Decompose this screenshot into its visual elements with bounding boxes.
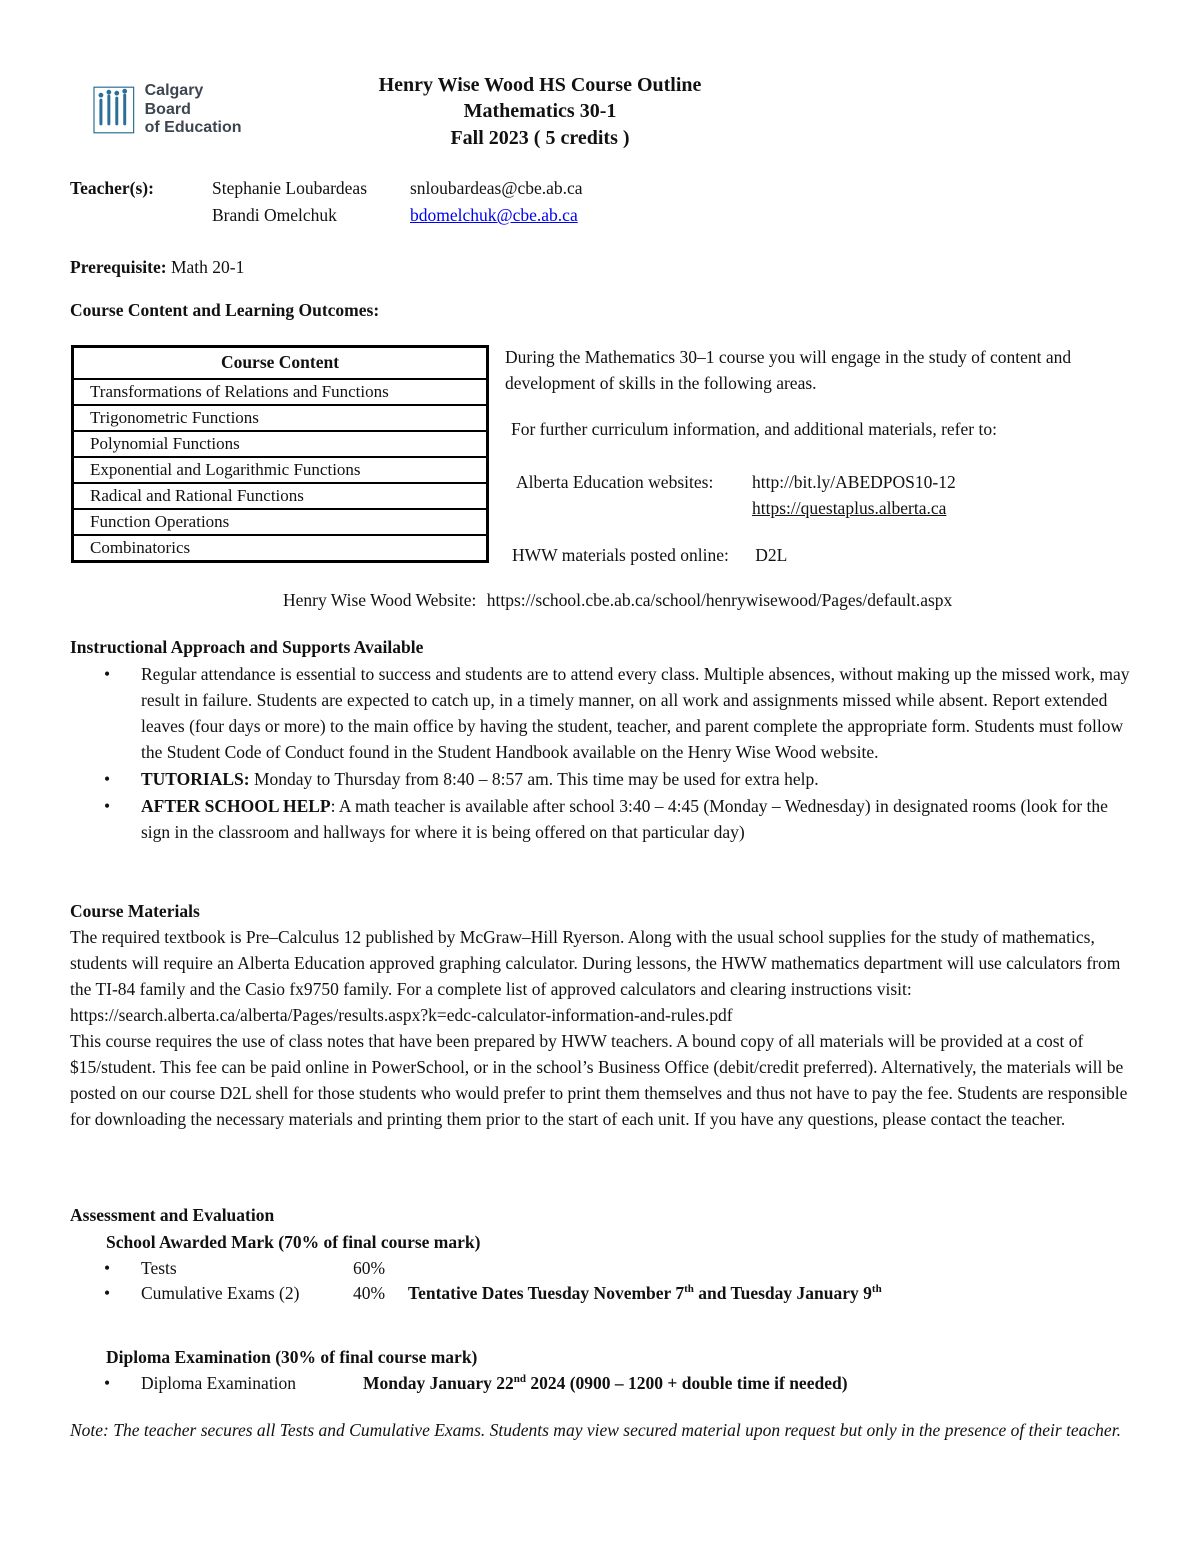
table-row: Polynomial Functions [73,431,488,457]
hww-materials-online: HWW materials posted online: D2L [512,545,788,565]
title-line-2: Mathematics 30-1 [463,100,617,123]
bullet-icon: • [104,1372,111,1393]
table-header: Course Content [73,347,488,380]
materials-section [70,898,1130,1132]
teacher-row [70,175,770,202]
cbe-logo-text: Calgary Board of Education [144,82,242,137]
cbe-logo-icon [93,86,135,134]
teacher-row [70,202,770,229]
list-item: • TUTORIALS: Monday to Thursday from 8:40 – 8:57 am. This time may be used for extra help. [70,766,1130,792]
table-row: Radical and Rational Functions [73,483,488,509]
table-row: Exponential and Logarithmic Functions [73,457,488,483]
cbe-logo [93,84,253,136]
teachers-block [70,175,770,229]
assessment-section [70,1203,1130,1396]
intro-paragraph: During the Mathematics 30–1 course you will engage in the study of content and development of skills in the following areas. [505,347,1072,393]
teacher-name: Stephanie Loubardeas [212,178,368,198]
alberta-url-2[interactable]: https://questaplus.alberta.ca [752,498,947,518]
assessment-item: • Tests 60% [70,1256,1130,1281]
alberta-url-1[interactable]: http://bit.ly/ABEDPOS10-12 [752,472,956,492]
bullet-icon: • [104,768,111,789]
materials-paragraph: This course requires the use of class notes that have been prepared by HWW teachers. A bound copy of all materials will be provided at a cost of $15/student. This fee can be paid online in PowerSchool, or in the school’s Business Office (debit/credit preferred). Alternatively, the materials will be posted on our course D2L shell for those students who would prefer to print them themselves and thus not have to pay the fee. Students are responsible for downloading the necessary materials and printing them prior to the start of each unit. If you have any questions, please contact the teacher. [70,1031,1128,1129]
alberta-label: Alberta Education websites: [516,472,714,492]
intro-text [505,345,1125,443]
teacher-email: snloubardeas@cbe.ab.ca [410,178,583,198]
list-item: • Regular attendance is essential to success and students are to attend every class. Multiple absences, without making up the missed work, may result in failure. Students are expected to catch up, in a timely manner, on all work and assignments missed while absent. Report extended leaves (four days or more) to the main office by having the student, teacher, and parent complete the appropriate form. Students must follow the Student Code of Conduct found in the Student Handbook available on the Henry Wise Wood website. [70,661,1130,765]
note-text: Note: The teacher secures all Tests and Cumulative Exams. Students may view secured material upon request but only in the presence of their teacher. [70,1420,1121,1440]
bullet-icon: • [104,663,111,684]
table-row: Trigonometric Functions [73,405,488,431]
instructional-list [70,661,1130,845]
bullet-icon: • [104,1282,111,1303]
materials-heading: Course Materials [70,901,200,921]
school-mark-heading: School Awarded Mark (70% of final course mark) [106,1231,481,1252]
alberta-education-links [516,469,1116,521]
title-line-1: Henry Wise Wood HS Course Outline [378,74,702,96]
assessment-item: • Diploma Examination Monday January 22nd 2024 (0900 – 1200 + double time if needed) [70,1371,1130,1396]
prerequisite-label: Prerequisite: [70,257,167,277]
title-line-3: Fall 2023 ( 5 credits ) [450,126,630,149]
instructional-section [70,635,1130,845]
materials-paragraph: The required textbook is Pre–Calculus 12 published by McGraw–Hill Ryerson. Along with the usual school supplies for the study of mathematics, students will require an Alberta Education approved graphing calculator. During lessons, the HWW mathematics department will use calculators from the TI-84 family and the Casio fx9750 family. For a complete list of approved calculators and clearing instructions visit: https://search.alberta.ca/alberta/Pages/results.aspx?k=edc-calculator-information-and-rules.pdf [70,927,1121,1025]
instructional-heading: Instructional Approach and Supports Available [70,637,424,657]
content-heading: Course Content and Learning Outcomes: [70,300,380,320]
bullet-icon: • [104,1257,111,1278]
diploma-heading: Diploma Examination (30% of final course mark) [106,1346,478,1367]
assessment-item: • Cumulative Exams (2) 40% Tentative Dates Tuesday November 7th and Tuesday January 9th [70,1281,1130,1306]
prerequisite [70,255,244,281]
teacher-email-link[interactable]: bdomelchuk@cbe.ab.ca [410,205,578,225]
prerequisite-value: Math 20-1 [170,257,245,277]
exam-dates: Tentative Dates Tuesday November 7th and Tuesday January 9th [408,1282,882,1303]
bullet-icon: • [104,795,111,816]
table-row: Transformations of Relations and Functions [73,379,488,405]
diploma-date: Monday January 22nd 2024 (0900 – 1200 + double time if needed) [363,1372,848,1393]
hww-website [283,588,952,614]
teacher-name: Brandi Omelchuk [212,205,337,225]
course-content-table [71,345,489,563]
teachers-label: Teacher(s): [70,178,154,198]
table-row: Function Operations [73,509,488,535]
assessment-heading: Assessment and Evaluation [70,1205,275,1225]
website-label: Henry Wise Wood Website: [283,590,477,610]
intro-refer: For further curriculum information, and additional materials, refer to: [511,418,997,439]
website-url[interactable]: https://school.cbe.ab.ca/school/henrywisewood/Pages/default.aspx [486,590,953,610]
list-item: • AFTER SCHOOL HELP: A math teacher is available after school 3:40 – 4:45 (Monday – Wednesday) in designated rooms (look for the sign in the classroom and hallways for where it is being offered on that particular day) [70,793,1130,845]
page-title [240,72,840,151]
table-row: Combinatorics [73,535,488,562]
